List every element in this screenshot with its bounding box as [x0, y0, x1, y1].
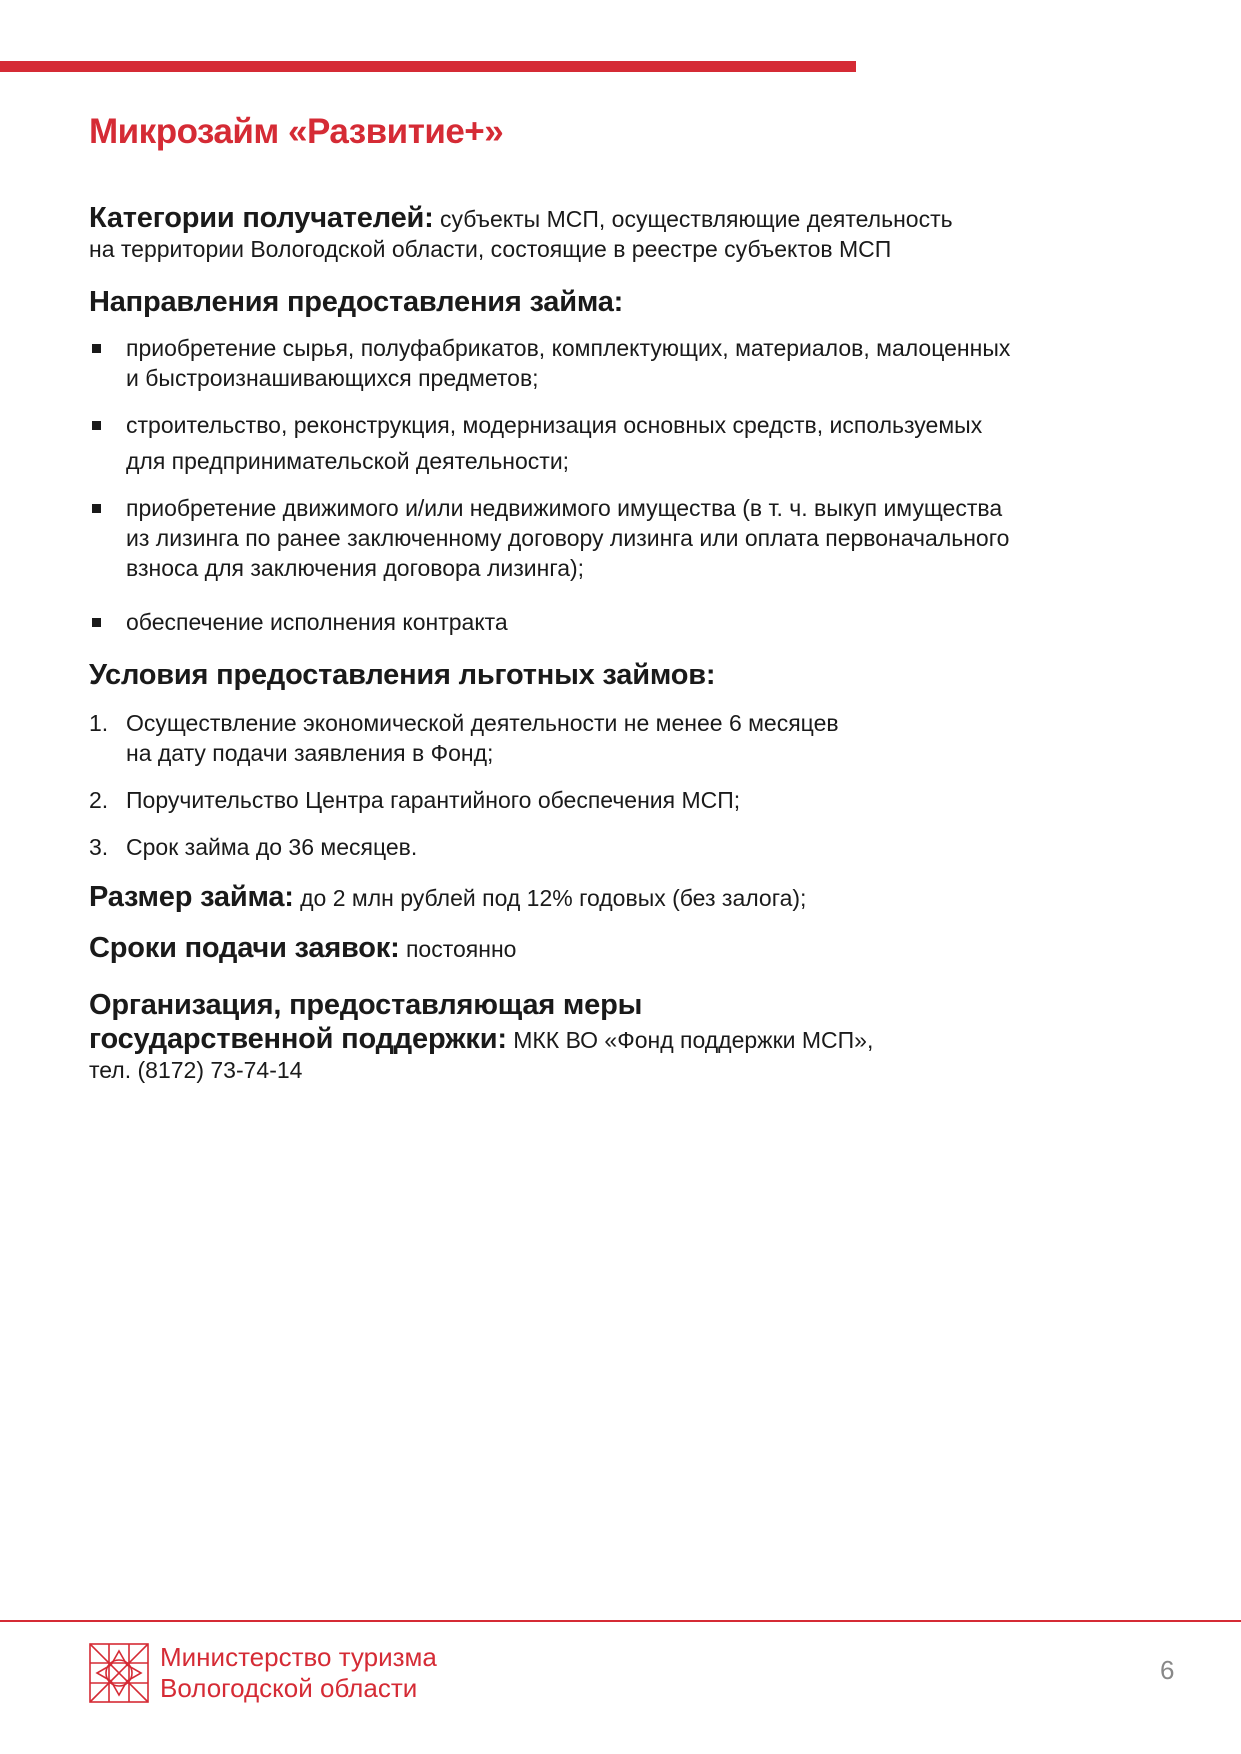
organization-text: МКК ВО «Фонд поддержки МСП», [513, 1027, 874, 1053]
deadline-block [89, 933, 1149, 964]
list-item: 2. Поручительство Центра гарантийного обеспечения МСП; [89, 787, 741, 813]
organization-phone: тел. (8172) 73-74-14 [89, 1057, 303, 1083]
ministry-name-line-1: Министерство туризма [160, 1642, 437, 1672]
deadline-label: Сроки подачи заявок: [89, 932, 400, 964]
bullet-square-icon [92, 421, 101, 430]
directions-heading: Направления предоставления займа: [89, 286, 624, 318]
bullet-square-icon [92, 504, 101, 513]
organization-block [89, 1024, 1149, 1055]
list-item: приобретение сырья, полуфабрикатов, комплектующих, материалов, малоценных и быстроизнашивающихся предметов; [89, 333, 1149, 393]
list-item: 1. Осуществление экономической деятельности не менее 6 месяцев на дату подачи заявления в Фонд; [89, 710, 839, 766]
list-item: строительство, реконструкция, модернизация основных средств, используемых для предпринимательской деятельности; [89, 410, 1149, 476]
page-title: Микрозайм «Развитие+» [89, 112, 504, 151]
footer-divider [0, 1620, 1241, 1622]
ministry-name [160, 1642, 437, 1704]
organization-label-1: Организация, предоставляющая меры [89, 989, 643, 1021]
ministry-logo-icon [89, 1643, 149, 1703]
bullet-square-icon [92, 618, 101, 627]
categories-label: Категории получателей: [89, 202, 434, 234]
loan-size-text: до 2 млн рублей под 12% годовых (без залога); [300, 885, 807, 911]
bullet-square-icon [92, 344, 101, 353]
ministry-name-line-2: Вологодской области [160, 1673, 418, 1703]
loan-size-block [89, 882, 1149, 913]
top-accent-bar [0, 61, 856, 72]
conditions-list [89, 708, 1149, 862]
organization-label-2: государственной поддержки: [89, 1023, 507, 1055]
list-item: 3. Срок займа до 36 месяцев. [89, 834, 418, 860]
categories-block [89, 203, 1149, 264]
loan-size-label: Размер займа: [89, 881, 294, 913]
deadline-text: постоянно [405, 936, 517, 962]
list-item: обеспечение исполнения контракта [89, 607, 1149, 637]
content [89, 203, 1149, 1085]
conditions-heading: Условия предоставления льготных займов: [89, 659, 716, 691]
directions-list [89, 333, 1149, 637]
categories-text: субъекты МСП, осуществляющие деятельность [439, 206, 953, 232]
page-number: 6 [1160, 1655, 1175, 1685]
categories-text-2: на территории Вологодской области, состоящие в реестре субъектов МСП [89, 236, 892, 262]
list-item: приобретение движимого и/или недвижимого имущества (в т. ч. выкуп имущества из лизинга по ранее заключенному договору лизинга или оплата первоначального взноса для заключения договора лизинга); [89, 493, 1149, 583]
